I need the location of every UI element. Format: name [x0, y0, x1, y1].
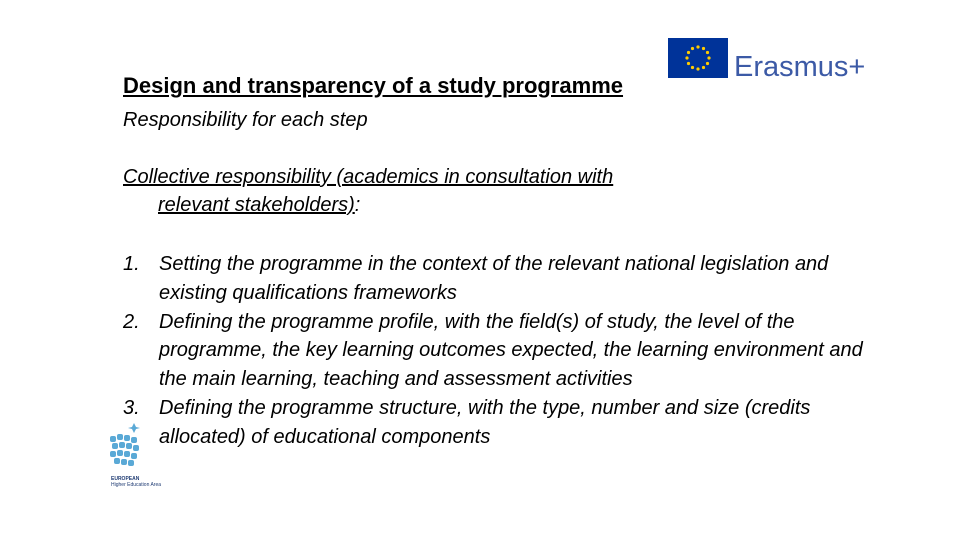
step-text: Defining the programme structure, with the type, number and size (credits allocated) of educational components [159, 396, 811, 448]
collective-line-2: relevant stakeholders) [158, 194, 355, 216]
eu-flag-icon [668, 38, 728, 78]
slide-title: Design and transparency of a study programme [123, 73, 624, 98]
ehea-caption-line-1: EUROPEAN [111, 476, 140, 482]
step-number: 1. [123, 253, 140, 275]
step-text: Setting the programme in the context of the relevant national legislation and existing qualifications frameworks [159, 253, 829, 304]
erasmus-wordmark: Erasmus+ [734, 51, 866, 83]
steps-list [123, 250, 863, 452]
list-item [123, 250, 863, 308]
ehea-logo [108, 420, 170, 495]
list-item [123, 394, 863, 452]
ehea-caption-line-2: Higher Education Area [111, 482, 162, 488]
collective-colon: : [354, 194, 361, 216]
step-text: Defining the programme profile, with the field(s) of study, the level of the programme, the key learning outcomes expected, the learning environment and the main learning, teaching and assessment activities [159, 310, 863, 391]
collective-responsibility [123, 163, 823, 219]
ehea-star-icon [108, 420, 170, 476]
slide-subtitle: Responsibility for each step [123, 109, 368, 131]
ehea-caption [111, 476, 161, 488]
list-item [123, 308, 863, 394]
erasmus-logo [668, 38, 868, 83]
step-number: 2. [123, 310, 140, 333]
step-number: 3. [123, 396, 140, 419]
collective-line-1: Collective responsibility (academics in consultation with [123, 166, 614, 188]
